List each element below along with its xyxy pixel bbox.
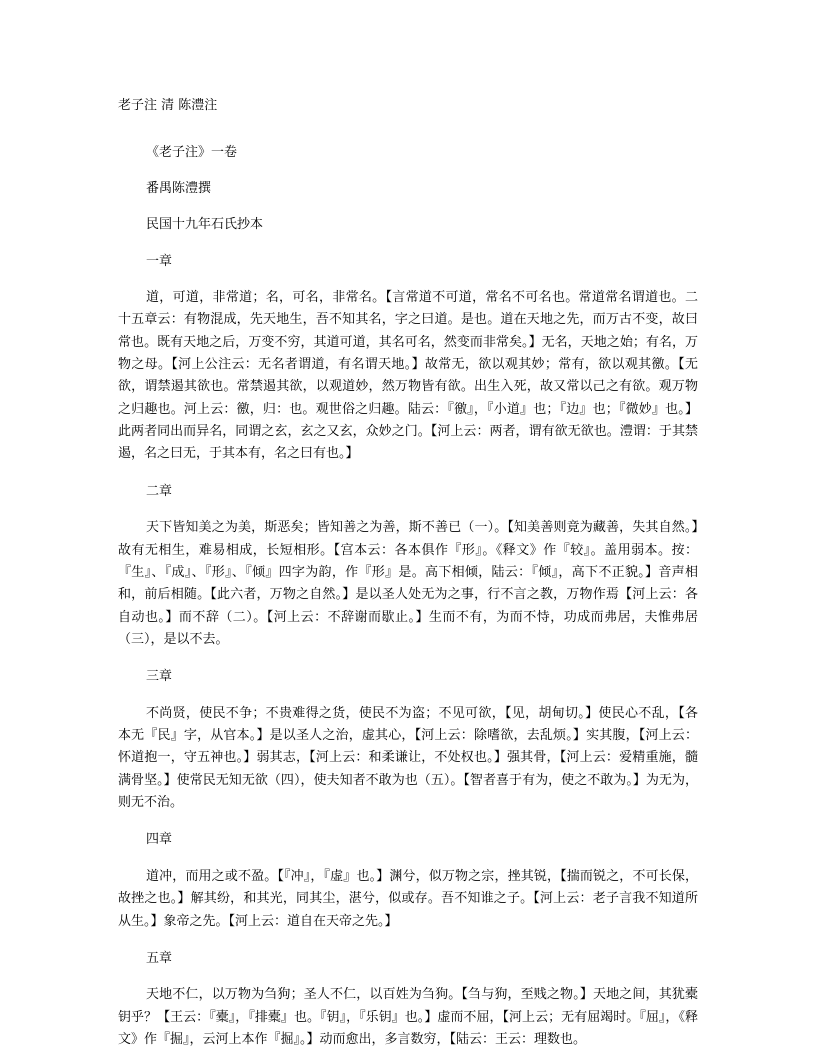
chapter-body-4: 道冲，而用之或不盈。【『冲』，『虚』也。】渊兮，似万物之宗，挫其锐，【揣而锐之，不可长保，故挫之也。】解其纷，和其光，同其尘，湛兮，似或存。吾不知谁之子。【河上云：老子言我不知道所从生。】象帝之先。【河上云：道自在天帝之先。】	[118, 868, 698, 929]
front-matter-author: 番禺陈澧撰	[146, 180, 212, 196]
chapter-body-1: 道，可道，非常道；名，可名，非常名。【言常道不可道，常名不可名也。常道常名谓道也。二十五章云：有物混成，先天地生，吾不知其名，字之曰道。是也。道在天地之先，而万古不变，故曰常也。既有天地之后，万变不穷，其道可道，其名可名，然变而非常矣。】无名，天地之始；有名，万物之母。【河上公注云：无名者谓道，有名谓天地。】故常无，欲以观其妙；常有，欲以观其徼。【无欲，谓禁遏其欲也。常禁遏其欲，以观道妙，然万物皆有欲。出生入死，故又常以己之有欲。观万物之归趣也。河上云：徼，归：也。观世俗之归趣。陆云：『徼』，『小道』也；『边』也；『微妙』也。】此两者同出而异名，同谓之玄，玄之又玄，众妙之门。【河上云：两者，谓有欲无欲也。澧谓：于其禁遏，名之曰无，于其本有，名之曰有也。】	[118, 289, 698, 462]
chapter-body-3: 不尚贤，使民不争；不贵难得之货，使民不为盗；不见可欲，【见，胡甸切。】使民心不乱，【各本无『民』字，从官本。】是以圣人之治，虚其心，【河上云：除嗜欲，去乱烦。】实其腹，【河上云：怀道抱一，守五神也。】弱其志，【河上云：和柔谦让，不处权也。】强其骨，【河上云：爱精重施，髓满骨坚。】使常民无知无欲（四），使夫知者不敢为也（五）。【智者喜于有为，使之不敢为。】为无为，则无不治。	[118, 705, 698, 811]
front-matter-work-title: 《老子注》一卷	[146, 144, 238, 160]
front-matter-edition: 民国十九年石氏抄本	[146, 217, 264, 233]
chapter-heading-1: 一章	[146, 253, 173, 269]
document-title: 老子注 清 陈澧注	[118, 98, 218, 113]
chapter-body-5: 天地不仁，以万物为刍狗；圣人不仁，以百姓为刍狗。【刍与狗，至贱之物。】天地之间，其犹橐钥乎？【王云：『橐』，『排橐』也。『钥』，『乐钥』也。】虚而不屈，【河上云；无有屈竭时。『屈』，《释文》作『掘』，云河上本作『掘』。】动而愈出，多言数穷，【陆云：王云：理数也。	[118, 987, 698, 1047]
chapter-heading-3: 三章	[146, 669, 173, 685]
chapter-heading-4: 四章	[146, 832, 173, 848]
chapter-heading-5: 五章	[146, 950, 173, 966]
chapter-heading-2: 二章	[146, 483, 173, 499]
chapter-body-2: 天下皆知美之为美，斯恶矣；皆知善之为善，斯不善已（一）。【知美善则竟为藏善，失其自然。】故有无相生，难易相成，长短相形。【宫本云：各本俱作『形』。《释文》作『较』。盖用弱本。按：『生』、『成』、『形』、『倾』四字为韵，作『形』是。高下相倾，陆云：『倾』，高下不正貌。】音声相和，前后相随。【此六者，万物之自然。】是以圣人处无为之事，行不言之教，万物作焉【河上云：各自动也。】而不辞（二）。【河上云：不辞谢而歇止。】生而不有，为而不恃，功成而弗居，夫惟弗居（三），是以不去。	[118, 520, 698, 647]
